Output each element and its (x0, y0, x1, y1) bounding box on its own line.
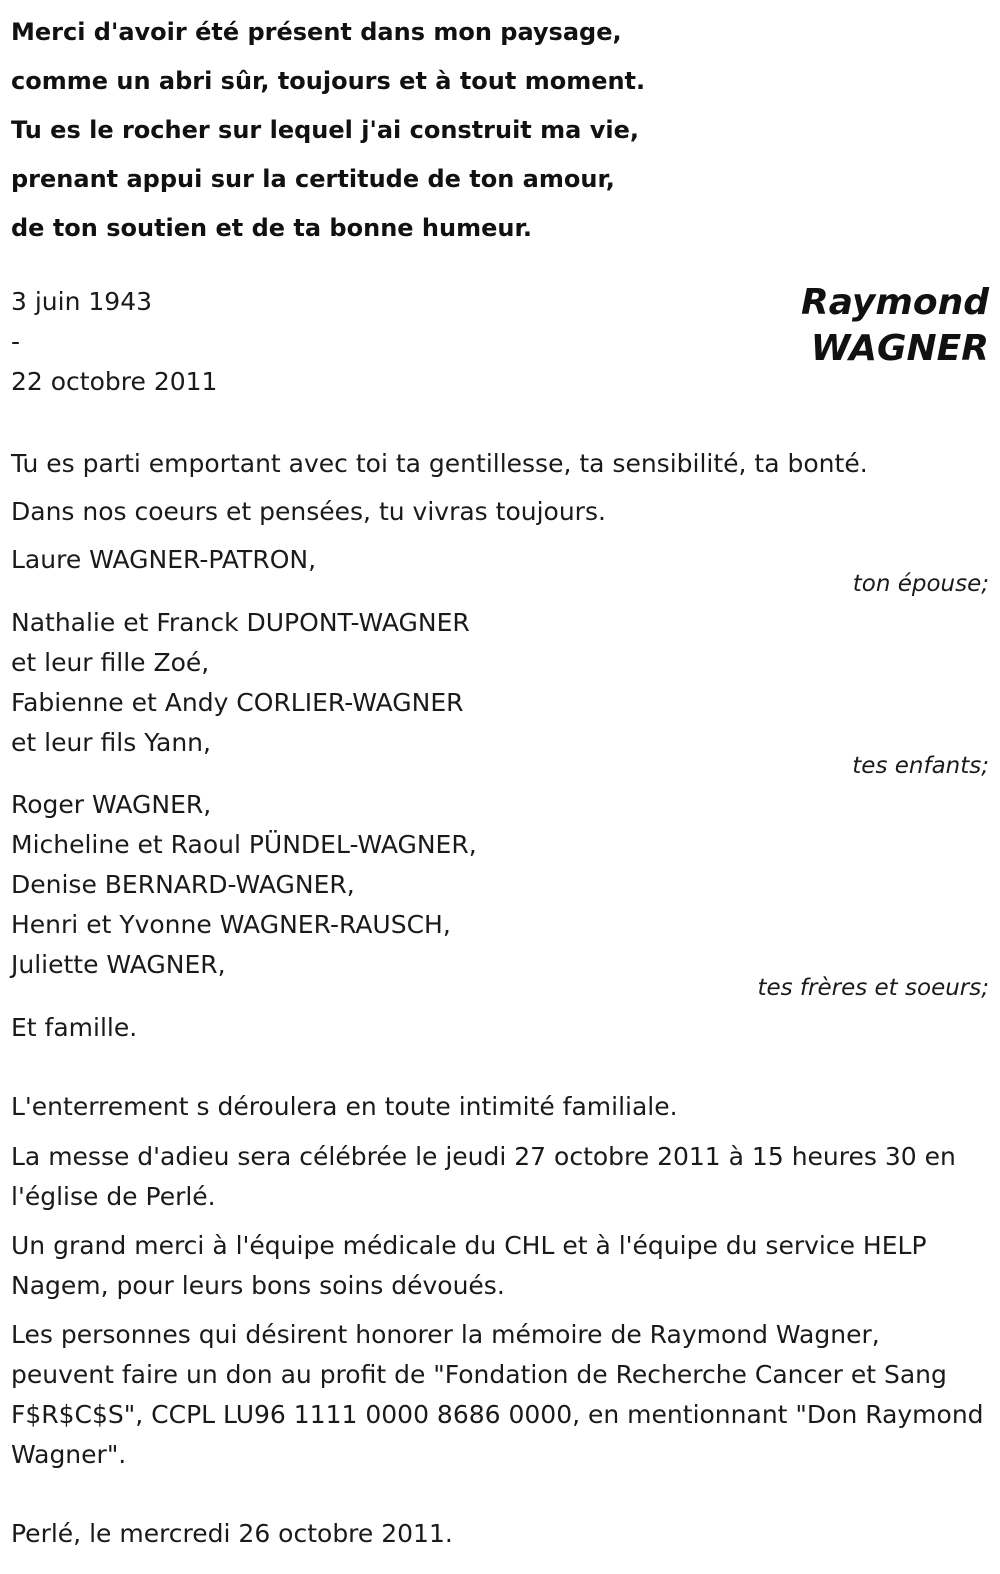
child-entry: et leur fils Yann, (11, 728, 211, 757)
death-date: 22 octobre 2011 (11, 367, 218, 396)
donation-notice: Les personnes qui désirent honorer la mémoire de Raymond Wagner, peuvent faire un don au profit de "Fondation de Recherche Cancer et Sang F$R$C$S", CCPL LU96 1111 0000 8686 0000, en mentionnant "Don Raymond Wagner". (11, 1320, 984, 1469)
child-entry: Fabienne et Andy CORLIER-WAGNER (11, 688, 464, 717)
burial-notice: L'enterrement s déroulera en toute intimité familiale. (11, 1092, 678, 1121)
child-entry: Nathalie et Franck DUPONT-WAGNER (11, 608, 470, 637)
sibling-entry: Juliette WAGNER, (11, 950, 226, 979)
child-entry: et leur fille Zoé, (11, 648, 210, 677)
deceased-name (801, 280, 989, 372)
sibling-entry: Henri et Yvonne WAGNER-RAUSCH, (11, 910, 451, 939)
thanks-notice: Un grand merci à l'équipe médicale du CHL et à l'équipe du service HELP Nagem, pour leurs bons soins dévoués. (11, 1231, 927, 1300)
birth-date: 3 juin 1943 (11, 287, 153, 316)
siblings-role: tes frères et soeurs; (757, 975, 989, 1001)
spouse-name: Laure WAGNER-PATRON, (11, 545, 317, 574)
sibling-entry: Denise BERNARD-WAGNER, (11, 870, 355, 899)
poem-line: Merci d'avoir été présent dans mon paysage, (11, 18, 622, 46)
life-dates (11, 282, 217, 402)
signoff: Perlé, le mercredi 26 octobre 2011. (11, 1519, 453, 1548)
poem-line: comme un abri sûr, toujours et à tout moment. (11, 67, 646, 95)
date-separator: - (11, 327, 21, 356)
memorial-poem (11, 8, 989, 253)
poem-line: de ton soutien et de ta bonne humeur. (11, 214, 532, 242)
poem-line: Tu es le rocher sur lequel j'ai construit ma vie, (11, 116, 639, 144)
mass-notice: La messe d'adieu sera célébrée le jeudi 27 octobre 2011 à 15 heures 30 en l'église de Perlé. (11, 1142, 956, 1211)
sibling-entry: Roger WAGNER, (11, 790, 212, 819)
children-role: tes enfants; (852, 753, 989, 779)
spouse-role: ton épouse; (852, 571, 989, 597)
deceased-first-name: Raymond (800, 282, 989, 323)
tribute-line: Dans nos coeurs et pensées, tu vivras toujours. (11, 497, 606, 526)
tribute-line: Tu es parti emportant avec toi ta gentillesse, ta sensibilité, ta bonté. (11, 449, 868, 478)
deceased-last-name: WAGNER (810, 328, 989, 369)
family-closing: Et famille. (11, 1013, 138, 1042)
sibling-entry: Micheline et Raoul PÜNDEL-WAGNER, (11, 830, 477, 859)
poem-line: prenant appui sur la certitude de ton amour, (11, 165, 615, 193)
